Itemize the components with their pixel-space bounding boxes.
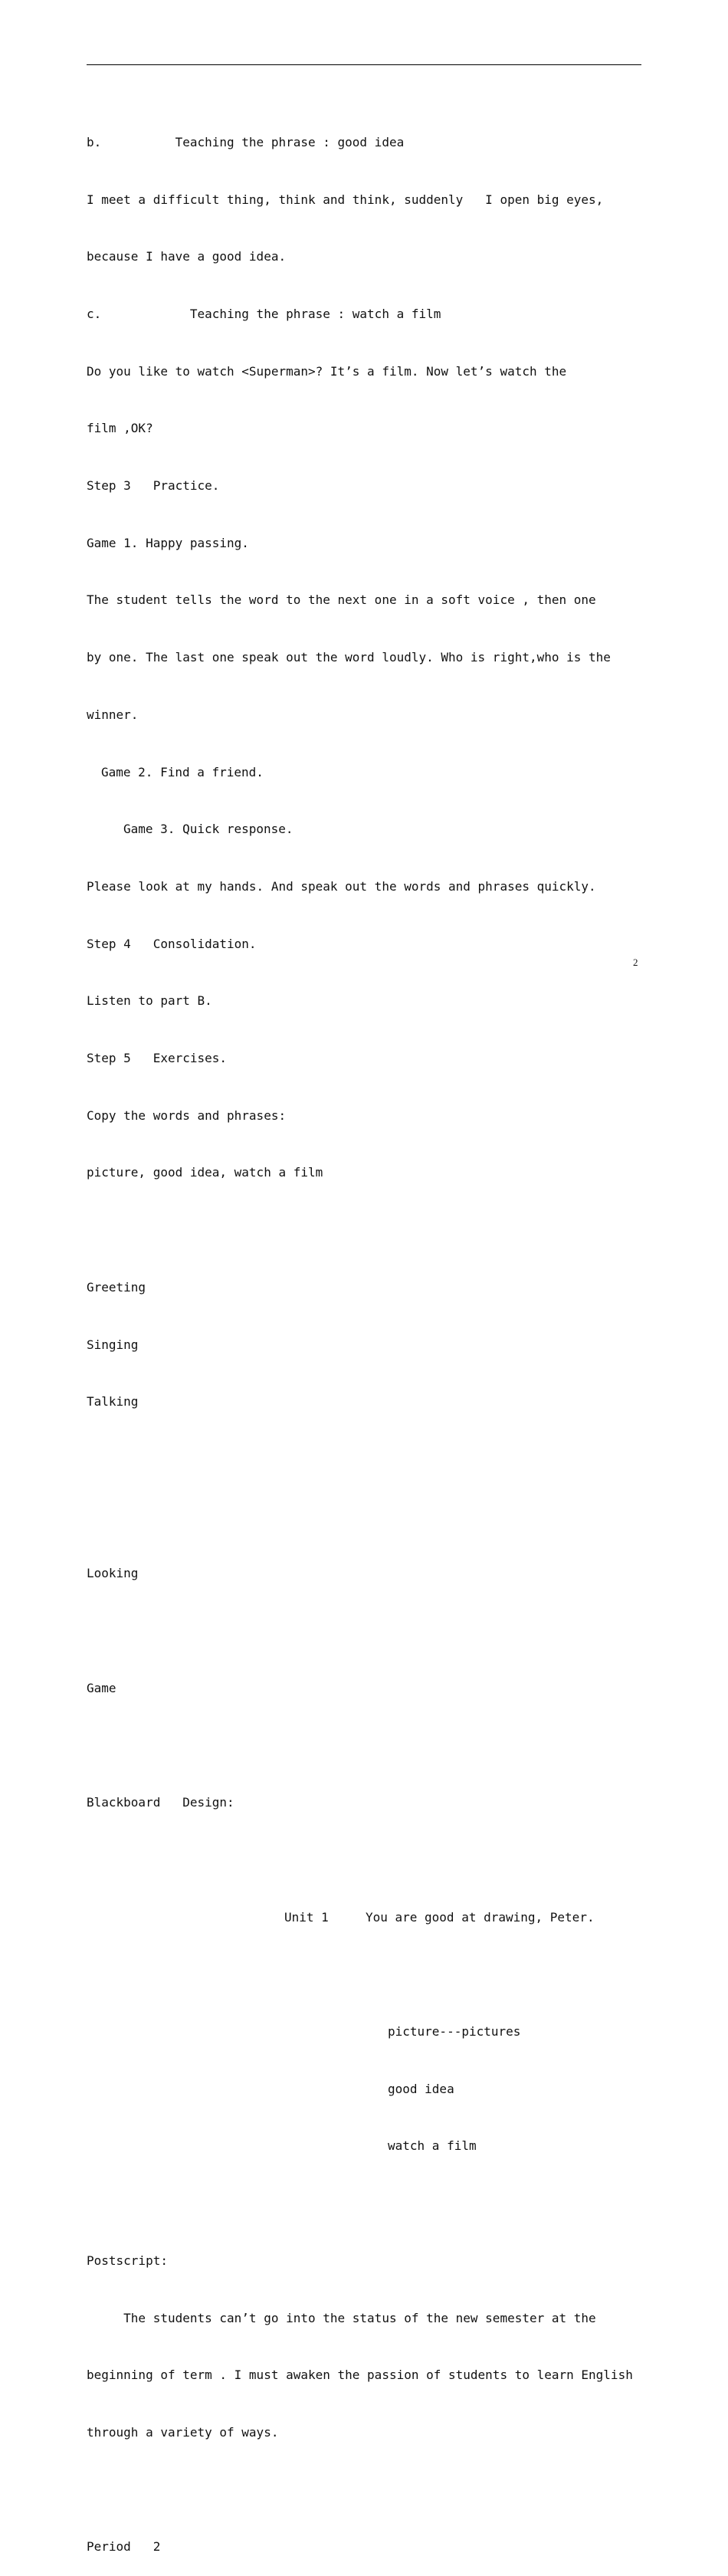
text-line: The student tells the word to the next one in a soft voice , then one	[87, 592, 596, 608]
text-line: The students can’t go into the status of the new semester at the	[87, 2310, 596, 2325]
blank-line	[87, 1508, 641, 1527]
step-3-heading: Step 3 Practice.	[87, 478, 220, 494]
step-4-heading: Step 4 Consolidation.	[87, 936, 257, 951]
text-line: beginning of term . I must awaken the passion of students to learn English	[87, 2368, 633, 2383]
blackboard-word: good idea	[388, 2081, 454, 2096]
blank-line	[87, 1965, 641, 1984]
section-c-heading: c. Teaching the phrase : watch a film	[87, 306, 441, 321]
document-body	[87, 95, 641, 2576]
blank-line	[87, 1737, 641, 1756]
postscript-heading: Postscript:	[87, 2253, 168, 2268]
text-line: I meet a difficult thing, think and think, suddenly I open big eyes,	[87, 192, 604, 207]
section-b-heading: b. Teaching the phrase : good idea	[87, 134, 405, 149]
activity-label: Greeting	[87, 1279, 146, 1295]
page-number: 2	[633, 957, 638, 968]
blackboard-word: watch a film	[388, 2138, 477, 2154]
period-heading: Period 2	[87, 2539, 161, 2555]
blank-line	[87, 2481, 641, 2500]
text-line: picture, good idea, watch a film	[87, 1165, 323, 1180]
text-line: through a variety of ways.	[87, 2424, 279, 2440]
text-line: film ,OK?	[87, 421, 153, 436]
unit-title: Unit 1 You are good at drawing, Peter.	[284, 1909, 595, 1925]
blackboard-design-heading: Blackboard Design:	[87, 1795, 234, 1810]
blank-line	[87, 2194, 641, 2213]
text-line: Please look at my hands. And speak out the words and phrases quickly.	[87, 878, 596, 894]
blank-line	[87, 1450, 641, 1469]
game-1-heading: Game 1. Happy passing.	[87, 535, 249, 550]
activity-label: Singing	[87, 1337, 139, 1352]
text-line: because I have a good idea.	[87, 249, 287, 264]
activity-label: Talking	[87, 1394, 139, 1409]
blank-line	[87, 1221, 641, 1240]
text-line: Copy the words and phrases:	[87, 1108, 287, 1123]
activity-label: Looking	[87, 1566, 139, 1581]
game-2-heading: Game 2. Find a friend.	[101, 764, 264, 779]
activity-label: Game	[87, 1680, 116, 1695]
game-3-heading: Game 3. Quick response.	[123, 822, 293, 837]
header-rule	[87, 64, 641, 65]
text-line: by one. The last one speak out the word loudly. Who is right,who is the	[87, 650, 611, 665]
blank-line	[87, 1851, 641, 1870]
text-line: Listen to part B.	[87, 993, 212, 1009]
text-line: winner.	[87, 707, 139, 722]
blank-line	[87, 1622, 641, 1641]
step-5-heading: Step 5 Exercises.	[87, 1051, 228, 1066]
blackboard-word: picture---pictures	[388, 2024, 521, 2039]
text-line: Do you like to watch <Superman>? It’s a film. Now let’s watch the	[87, 363, 567, 379]
